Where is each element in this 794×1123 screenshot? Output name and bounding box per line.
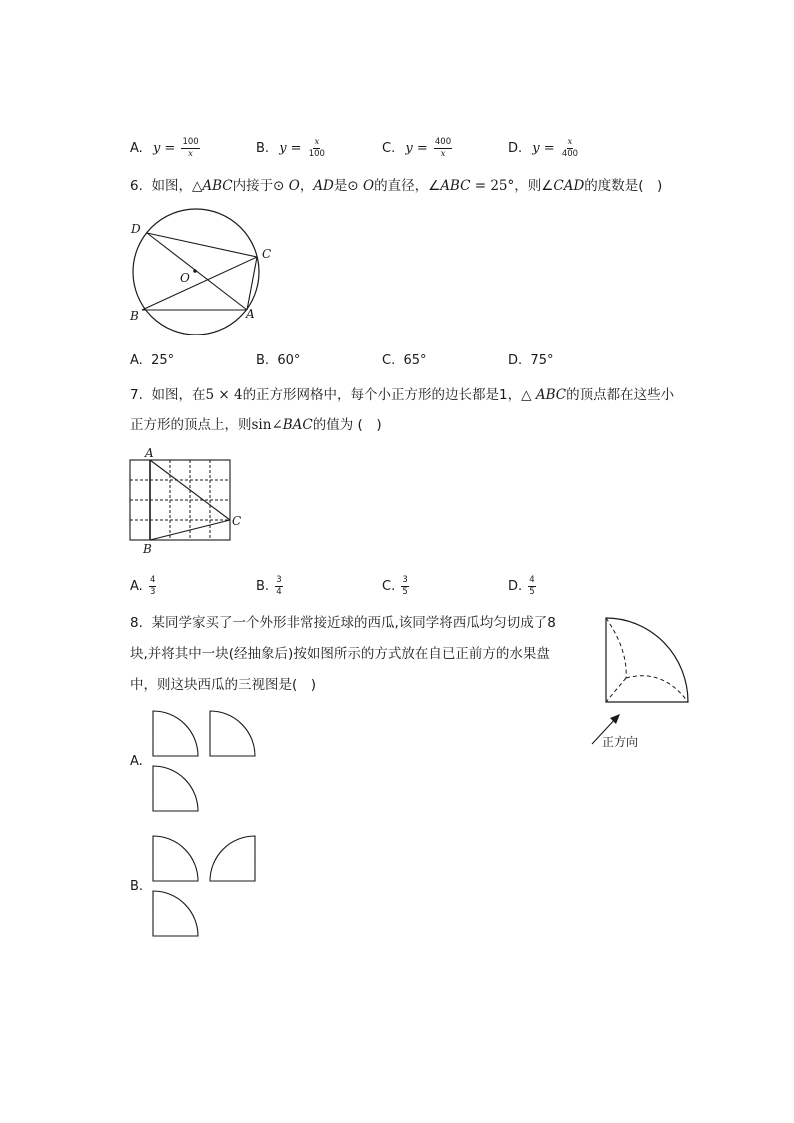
top-view (153, 766, 198, 811)
q7-stem-line1: 7. 如图，在5 × 4的正方形网格中，每个小正方形的边长都是1，△ ABC的顶点都在这些小 (130, 387, 675, 403)
q6-stem: 6. 如图，△ABC内接于⊙ O，AD是⊙ O的直径，∠ABC = 25°，则∠CAD的度数是( ) (130, 178, 663, 194)
q8-option-b-views (150, 833, 260, 939)
label-c: C (262, 247, 272, 261)
hidden-arc-2 (626, 676, 688, 702)
q8-stem-line2: 块,并将其中一块(经抽象后)按如图所示的方式放在自已正前方的水果盘 (130, 646, 550, 662)
q8-option-a[interactable]: A. (130, 754, 143, 769)
grid-lines (130, 460, 230, 540)
center-point (193, 269, 197, 273)
hidden-arc-1 (606, 618, 626, 678)
fraction: $\frac{100}{x}$ (182, 137, 199, 159)
hidden-edge (606, 678, 626, 702)
q8-stem-line1: 8. 某同学家买了一个外形非常接近球的西瓜,该同学将西瓜均匀切成了8 (130, 615, 556, 631)
q8-watermelon-figure (588, 610, 698, 755)
fraction: $\frac{x}{100}$ (308, 137, 325, 159)
q5-option-a[interactable]: A. y = $\frac{100}{x}$ (130, 137, 199, 159)
side-view (210, 711, 255, 756)
q7-option-b[interactable]: B. $\frac{3}{4}$ (256, 575, 282, 597)
q6-option-d[interactable]: D. 75° (508, 353, 554, 368)
label-b: B (143, 542, 152, 556)
label-c: C (232, 514, 242, 528)
top-view (153, 891, 198, 936)
label-o: O (180, 271, 190, 285)
q6-option-a[interactable]: A. 25° (130, 353, 175, 368)
label-d: D (131, 222, 141, 236)
q7-option-a[interactable]: A. $\frac{4}{3}$ (130, 575, 156, 597)
q6-option-b[interactable]: B. 60° (256, 353, 301, 368)
front-view (153, 711, 198, 756)
segment-bc (142, 257, 257, 310)
q7-grid-figure (122, 445, 252, 557)
q7-option-c[interactable]: C. $\frac{3}{5}$ (382, 575, 408, 597)
q6-circle-figure (122, 200, 282, 335)
direction-label: 正方向 (602, 735, 639, 749)
segment-dc (147, 233, 257, 257)
fraction: $\frac{400}{x}$ (434, 137, 452, 159)
q8-option-b[interactable]: B. (130, 879, 144, 894)
q8-stem-line3: 中，则这块西瓜的三视图是( ) (130, 677, 317, 693)
label-a: A (145, 446, 154, 460)
front-view (153, 836, 198, 881)
segment-da (147, 233, 247, 310)
side-view (210, 836, 255, 881)
fraction: $\frac{x}{400}$ (561, 137, 579, 159)
label-a: A (246, 307, 255, 321)
q5-option-b[interactable]: B. y = $\frac{x}{100}$ (256, 137, 325, 159)
piece-outline (606, 618, 688, 702)
q5-option-d[interactable]: D. y = $\frac{x}{400}$ (508, 137, 579, 159)
q6-option-c[interactable]: C. 65° (382, 353, 427, 368)
q8-option-a-views (150, 708, 260, 814)
label-b: B (130, 309, 139, 323)
q7-stem-line2: 正方形的顶点上，则sin∠BAC的值为 ( ) (130, 417, 382, 433)
q7-option-d[interactable]: D. $\frac{4}{5}$ (508, 575, 535, 597)
q5-option-c[interactable]: C. y = $\frac{400}{x}$ (382, 137, 452, 159)
